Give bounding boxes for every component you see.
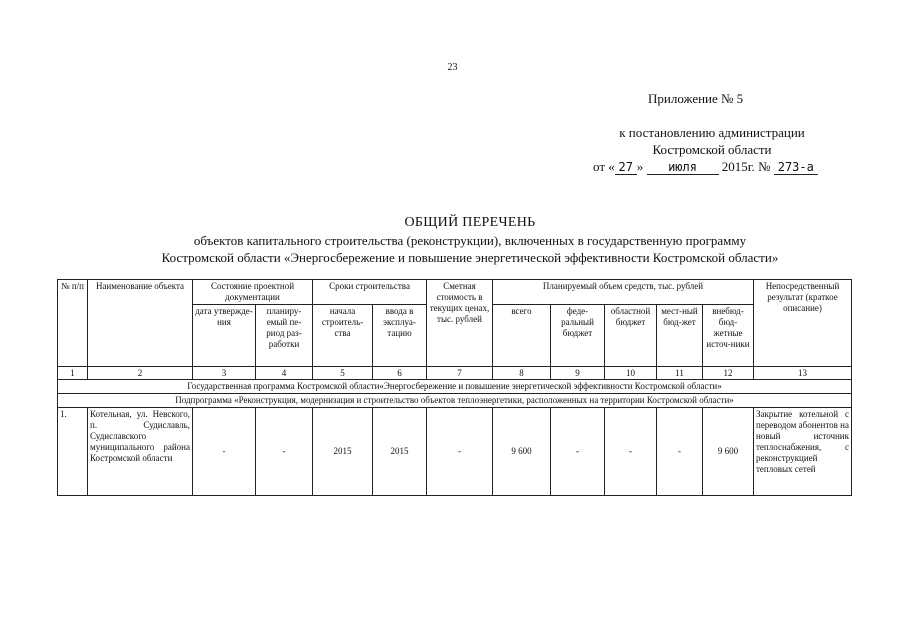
column-number: 10 <box>605 367 657 380</box>
objects-table <box>57 279 852 496</box>
row-federal: - <box>551 408 605 496</box>
document-title: ОБЩИЙ ПЕРЕЧЕНЬ <box>404 215 536 230</box>
column-numbers-row <box>58 367 852 380</box>
header-num: № п/п <box>58 280 88 367</box>
header-federal: феде-ральный бюджет <box>551 305 605 367</box>
appendix-label: Приложение № 5 <box>648 91 744 106</box>
program-row <box>58 380 852 394</box>
document-subtitle <box>0 232 905 266</box>
row-doc-approve: - <box>193 408 256 496</box>
row-offbudget: 9 600 <box>703 408 754 496</box>
column-number: 9 <box>551 367 605 380</box>
row-local: - <box>657 408 703 496</box>
row-estimate: - <box>427 408 493 496</box>
date-month: июля <box>647 161 719 175</box>
header-name: Наименование объекта <box>88 280 193 367</box>
row-name: Котельная, ул. Невского, п. Судиславль, Судиславского муниципального района Костромской области <box>88 408 193 496</box>
header-commission: ввода в эксплуа-тацию <box>373 305 427 367</box>
header-doc-approve: дата утвержде-ния <box>193 305 256 367</box>
row-doc-plan: - <box>256 408 313 496</box>
column-number: 2 <box>88 367 193 380</box>
row-num: 1. <box>58 408 88 496</box>
column-number: 12 <box>703 367 754 380</box>
row-result: Закрытие котельной с переводом абонентов на новый источник теплоснабжения, с реконструкцией тепловых сетей <box>754 408 852 496</box>
decree-reference-line1: к постановлению администрации <box>619 125 805 140</box>
header-doc-state: Состояние проектной документации <box>193 280 313 305</box>
column-number: 8 <box>493 367 551 380</box>
row-total: 9 600 <box>493 408 551 496</box>
header-regional: областной бюджет <box>605 305 657 367</box>
subprogram-row <box>58 394 852 408</box>
row-regional: - <box>605 408 657 496</box>
column-number: 4 <box>256 367 313 380</box>
column-number: 1 <box>58 367 88 380</box>
decree-reference <box>597 124 827 158</box>
header-doc-plan: планиру-емый пе-риод раз-работки <box>256 305 313 367</box>
decree-date-line <box>593 159 818 175</box>
page-number: 23 <box>447 62 458 73</box>
header-planned: Планируемый объем средств, тыс. рублей <box>493 280 754 305</box>
date-prefix: от « <box>593 159 615 174</box>
header-local: мест-ный бюд-жет <box>657 305 703 367</box>
header-total: всего <box>493 305 551 367</box>
header-offbudget: внебюд-бюд-жетные источ-ники <box>703 305 754 367</box>
header-estimate: Сметная стоимость в текущих ценах, тыс. рублей <box>427 280 493 367</box>
decree-number: 273-а <box>774 161 818 175</box>
column-number: 3 <box>193 367 256 380</box>
program-title: Государственная программа Костромской области«Энергосбережение и повышение энергетической эффективности Костромской области» <box>58 380 852 394</box>
decree-reference-line2: Костромской области <box>652 142 772 157</box>
header-start: начала строитель-ства <box>313 305 373 367</box>
header-row-1 <box>58 280 852 305</box>
subtitle-line2: Костромской области «Энергосбережение и повышение энергетической эффективности Костромской области» <box>161 250 779 265</box>
column-number: 11 <box>657 367 703 380</box>
column-number: 5 <box>313 367 373 380</box>
row-start: 2015 <box>313 408 373 496</box>
column-number: 7 <box>427 367 493 380</box>
date-mid: » <box>636 159 644 174</box>
column-number: 13 <box>754 367 852 380</box>
table-row <box>58 408 852 496</box>
date-day: 27 <box>615 161 637 175</box>
subprogram-title: Подпрограмма «Реконструкция, модернизация и строительство объектов теплоэнергетики, расположенных на территории Костромской области» <box>58 394 852 408</box>
row-commission: 2015 <box>373 408 427 496</box>
subtitle-line1: объектов капитального строительства (реконструкции), включенных в государственную программу <box>193 233 747 248</box>
header-terms: Сроки строительства <box>313 280 427 305</box>
header-result: Непосредственный результат (краткое описание) <box>754 280 852 367</box>
column-number: 6 <box>373 367 427 380</box>
date-year: 2015г. № <box>721 159 771 174</box>
